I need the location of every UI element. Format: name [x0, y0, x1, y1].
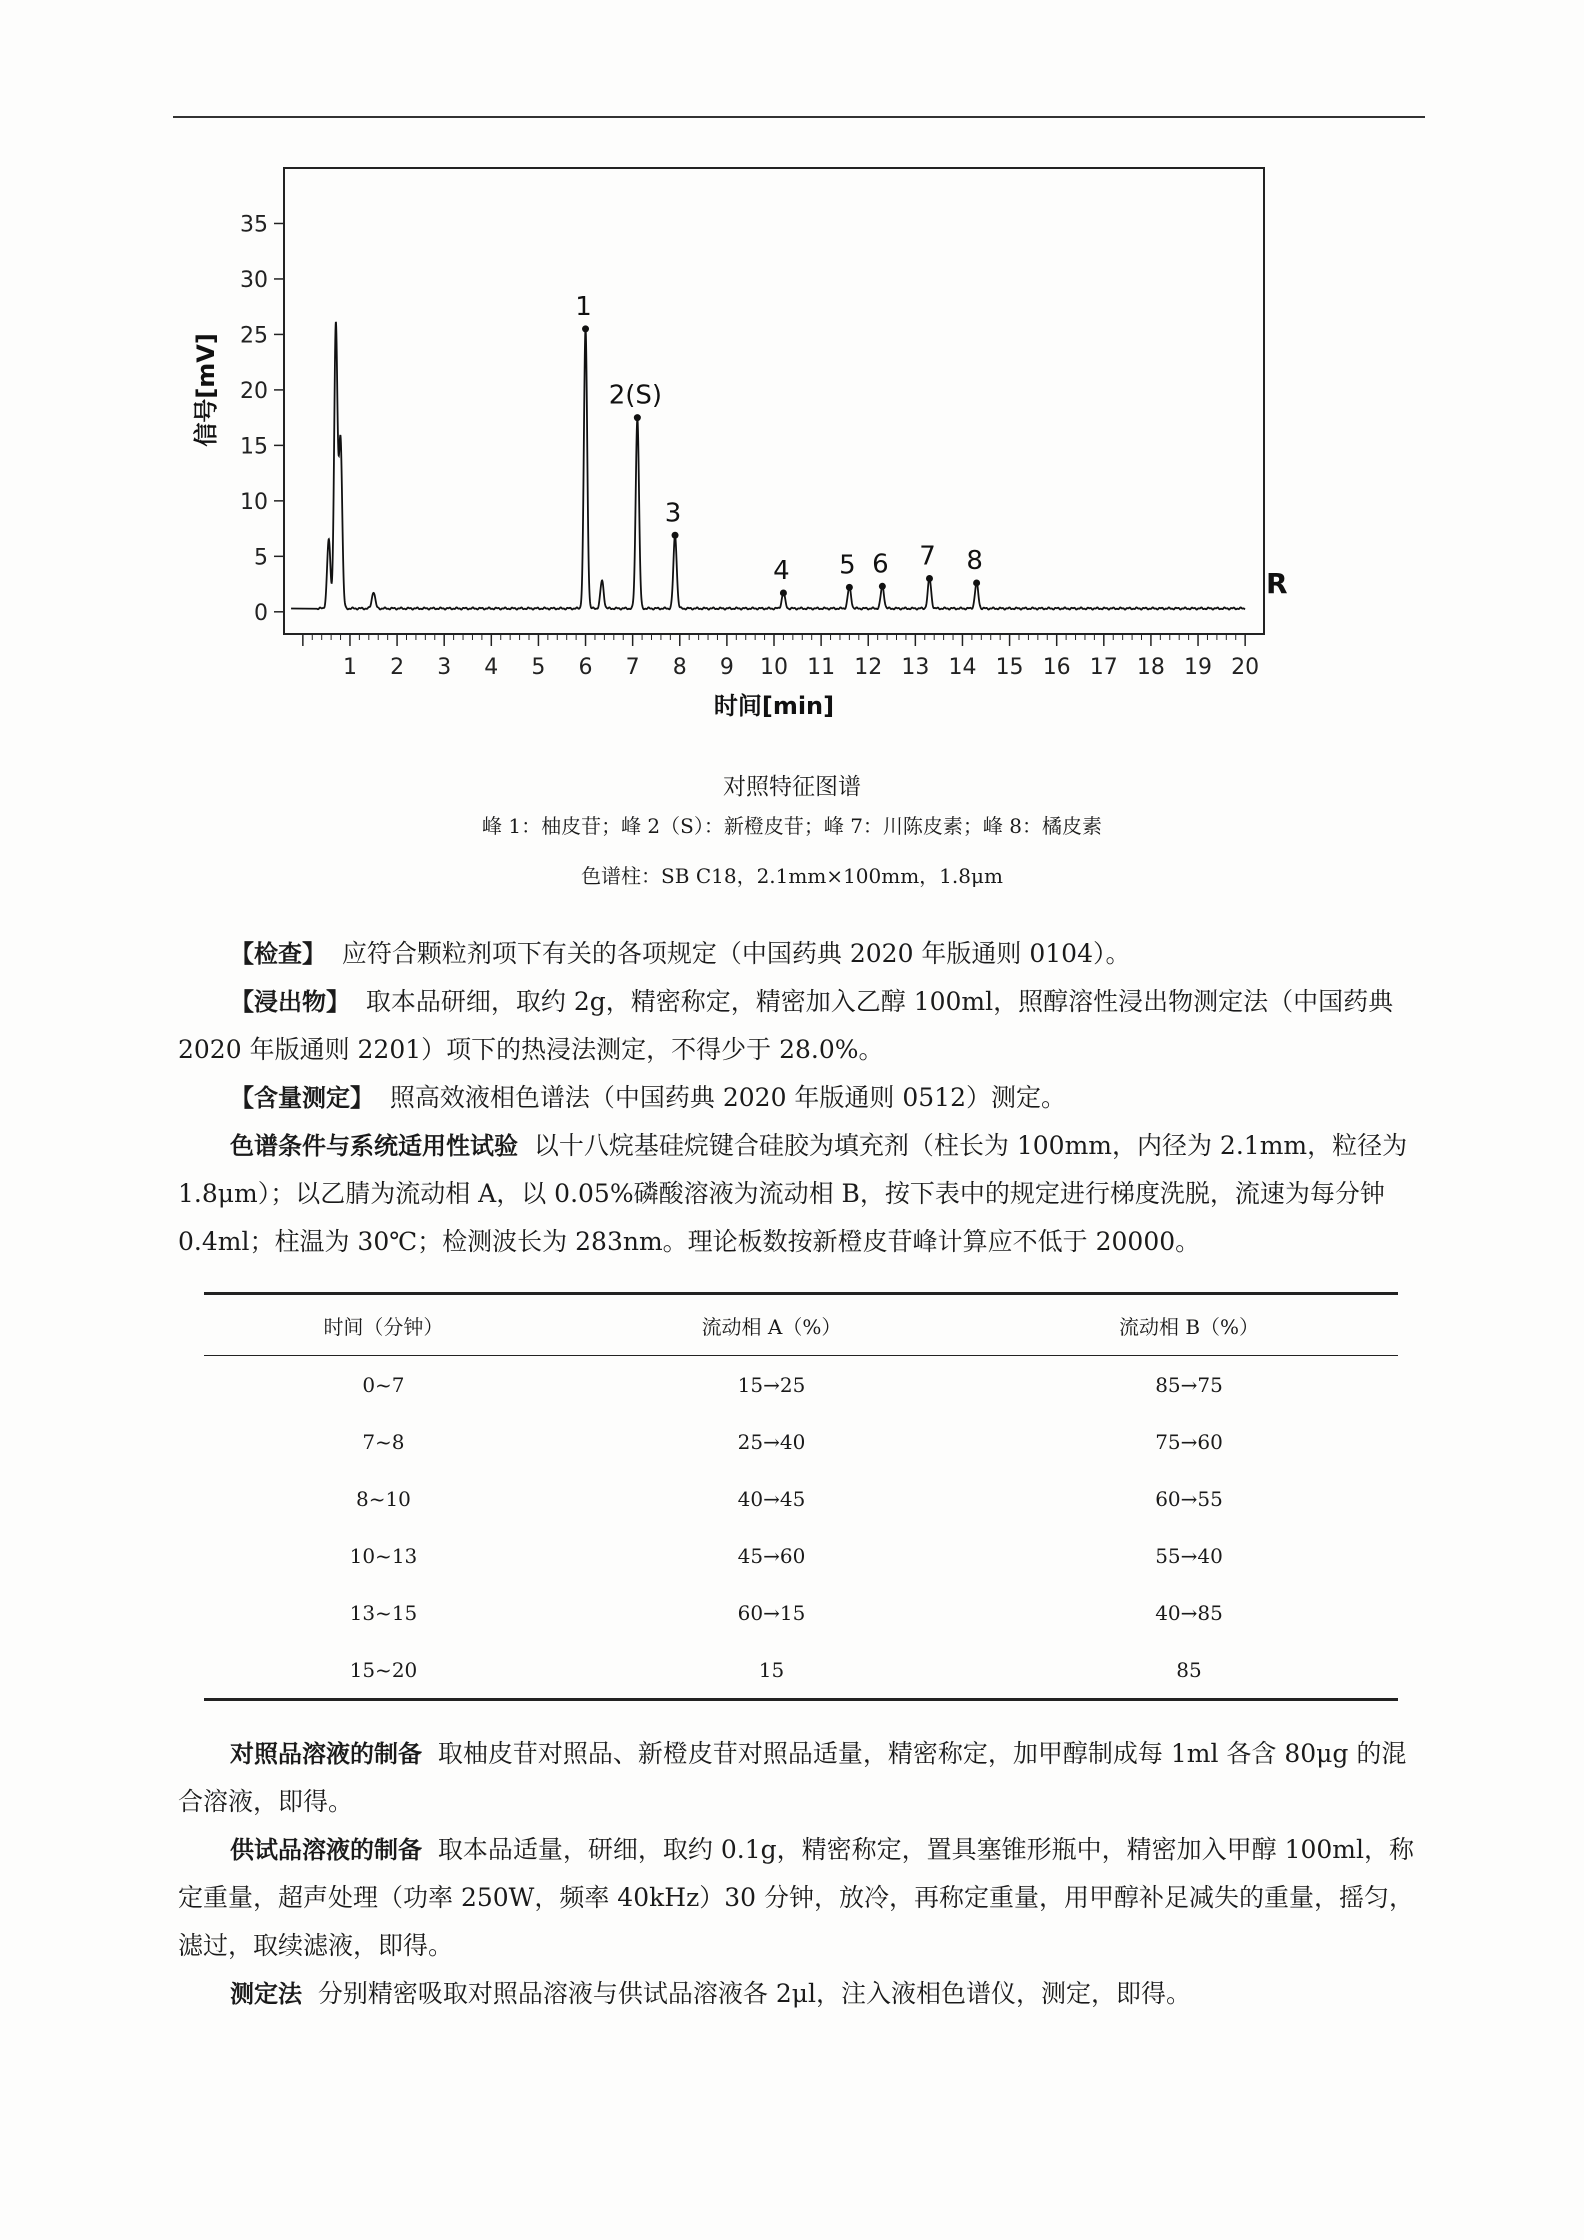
table-cell: 85→75 — [1155, 1372, 1223, 1397]
peak-marker — [582, 325, 589, 332]
test-solution-paragraph — [178, 1826, 1426, 1970]
table-cell: 40→45 — [737, 1486, 806, 1511]
extract-paragraph — [178, 978, 1426, 1074]
x-tick-label: 10 — [760, 655, 788, 680]
y-tick-label: 10 — [240, 489, 268, 515]
table-cell: 10~13 — [349, 1543, 418, 1568]
peak-marker — [926, 575, 933, 582]
table-row — [204, 1641, 1398, 1700]
y-tick-label: 20 — [240, 378, 268, 404]
x-tick-label: 3 — [437, 655, 452, 680]
x-tick-label: 2 — [390, 655, 405, 680]
table-cell: 15→25 — [737, 1372, 806, 1397]
figure-title: 对照特征图谱 — [723, 774, 861, 800]
check-paragraph — [178, 930, 1426, 978]
top-rule — [173, 116, 1425, 118]
table-cell: 60→15 — [737, 1600, 806, 1625]
table-row — [204, 1470, 1398, 1527]
table-cell: 7~8 — [362, 1429, 405, 1454]
chromatogram-trace — [291, 322, 1245, 610]
peak-marker — [634, 414, 641, 421]
test-solution-text: 取本品适量，研细，取约 0.1g，精密称定，置具塞锥形瓶中，精密加入甲醇 100ml，称定重量，超声处理（功率 250W，频率 40kHz）30 分钟，放冷，再称定重量，用甲醇补足减失的重量，摇匀，滤过，取续滤液，即得。 — [178, 1835, 1415, 1960]
peak-label: 7 — [919, 541, 936, 572]
conditions-heading: 色谱条件与系统适用性试验 — [230, 1132, 518, 1160]
x-tick-label: 4 — [484, 655, 499, 680]
x-tick-label: 7 — [625, 655, 640, 680]
chromatogram — [170, 150, 1320, 740]
peak-label: 4 — [773, 555, 790, 586]
reference-solution-paragraph — [178, 1730, 1426, 1826]
y-tick-label: 35 — [240, 212, 268, 238]
method-heading: 测定法 — [230, 1980, 302, 2008]
chromatogram-svg — [170, 150, 1320, 740]
table-cell: 25→40 — [737, 1429, 806, 1454]
reference-solution-heading: 对照品溶液的制备 — [230, 1740, 422, 1768]
reference-solution-text: 取柚皮苷对照品、新橙皮苷对照品适量，精密称定，加甲醇制成每 1ml 各含 80μg 的混合溶液，即得。 — [178, 1739, 1407, 1816]
table-cell: 75→60 — [1155, 1429, 1223, 1454]
y-tick-label: 5 — [254, 545, 268, 571]
x-tick-label: 19 — [1184, 655, 1213, 680]
x-axis-label: 时间[min] — [713, 692, 835, 720]
table-cell: 45→60 — [737, 1543, 806, 1568]
table-cell: 40→85 — [1155, 1600, 1223, 1625]
peak-label: 5 — [839, 550, 856, 581]
peak-label: 6 — [872, 549, 889, 580]
peak-label: 8 — [966, 545, 983, 576]
assay-text: 照高效液相色谱法（中国药典 2020 年版通则 0512）测定。 — [389, 1083, 1066, 1112]
test-solution-heading: 供试品溶液的制备 — [230, 1836, 422, 1864]
y-tick-label: 25 — [240, 323, 268, 349]
figure-peak-legend: 峰 1：柚皮苷；峰 2（S）：新橙皮苷；峰 7：川陈皮素；峰 8：橘皮素 — [481, 814, 1103, 838]
x-tick-label: 5 — [531, 655, 546, 680]
x-tick-label: 6 — [578, 655, 593, 680]
gradient-table — [204, 1292, 1398, 1701]
peak-marker — [973, 579, 980, 586]
table-cell: 15 — [758, 1657, 785, 1682]
y-tick-label: 15 — [240, 434, 268, 460]
table-cell: 15~20 — [349, 1657, 418, 1682]
figure-column-note: 色谱柱：SB C18，2.1mm×100mm，1.8μm — [581, 864, 1003, 888]
conditions-text: 以十八烷基硅烷键合硅胶为填充剂（柱长为 100mm，内径为 2.1mm，粒径为 1.8μm）；以乙腈为流动相 A，以 0.05%磷酸溶液为流动相 B，按下表中的规定进行梯度洗脱，流速为每分钟 0.4ml；柱温为 30℃；检测波长为 283nm。理论板数按新橙皮苷峰计算应不低于 20000。 — [178, 1131, 1408, 1256]
assay-paragraph — [178, 1074, 1426, 1122]
x-tick-label: 16 — [1042, 655, 1071, 680]
table-row — [204, 1356, 1398, 1414]
table-row — [204, 1527, 1398, 1584]
peak-label: 1 — [575, 291, 592, 322]
x-tick-label: 18 — [1136, 655, 1165, 680]
method-paragraph — [178, 1970, 1426, 2018]
peak-label: 2(S) — [608, 380, 663, 411]
y-axis-label: 信号[mV] — [192, 333, 220, 447]
table-cell: 0~7 — [362, 1372, 405, 1397]
x-tick-label: 14 — [948, 655, 977, 680]
x-tick-label: 9 — [719, 655, 734, 680]
table-header-cell: 流动相 B（%） — [1119, 1314, 1260, 1339]
assay-heading: 【含量测定】 — [230, 1084, 374, 1112]
table-row — [204, 1584, 1398, 1641]
peak-label: 3 — [664, 498, 682, 529]
table-header-row — [204, 1294, 1398, 1356]
table-cell: 13~15 — [349, 1600, 418, 1625]
check-text: 应符合颗粒剂项下有关的各项规定（中国药典 2020 年版通则 0104）。 — [341, 939, 1131, 968]
x-tick-label: 11 — [807, 655, 836, 680]
x-tick-label: 1 — [342, 655, 357, 680]
peak-marker — [846, 584, 853, 591]
right-marker: R — [1266, 566, 1288, 600]
table-cell: 8~10 — [355, 1486, 411, 1511]
table-header-cell: 流动相 A（%） — [701, 1314, 842, 1339]
table-cell: 85 — [1176, 1657, 1202, 1682]
peak-marker — [780, 589, 787, 596]
check-heading: 【检查】 — [230, 940, 326, 968]
table-row — [204, 1413, 1398, 1470]
table-cell: 55→40 — [1155, 1543, 1223, 1568]
table-cell: 60→55 — [1155, 1486, 1223, 1511]
x-tick-label: 13 — [901, 655, 930, 680]
method-text: 分别精密吸取对照品溶液与供试品溶液各 2μl，注入液相色谱仪，测定，即得。 — [317, 1979, 1192, 2008]
x-tick-label: 15 — [995, 655, 1024, 680]
extract-text: 取本品研细，取约 2g，精密称定，精密加入乙醇 100ml，照醇溶性浸出物测定法（中国药典 2020 年版通则 2201）项下的热浸法测定，不得少于 28.0%。 — [178, 987, 1394, 1064]
x-tick-label: 17 — [1089, 655, 1118, 680]
extract-heading: 【浸出物】 — [230, 988, 350, 1016]
peak-marker — [879, 583, 886, 590]
conditions-paragraph — [178, 1122, 1426, 1266]
y-tick-label: 30 — [240, 267, 268, 293]
y-tick-label: 0 — [254, 600, 268, 626]
x-tick-label: 12 — [854, 655, 883, 680]
peak-marker — [672, 532, 679, 539]
x-tick-label: 8 — [672, 655, 687, 680]
x-tick-label: 20 — [1231, 655, 1260, 680]
table-header-cell: 时间（分钟） — [323, 1314, 444, 1339]
